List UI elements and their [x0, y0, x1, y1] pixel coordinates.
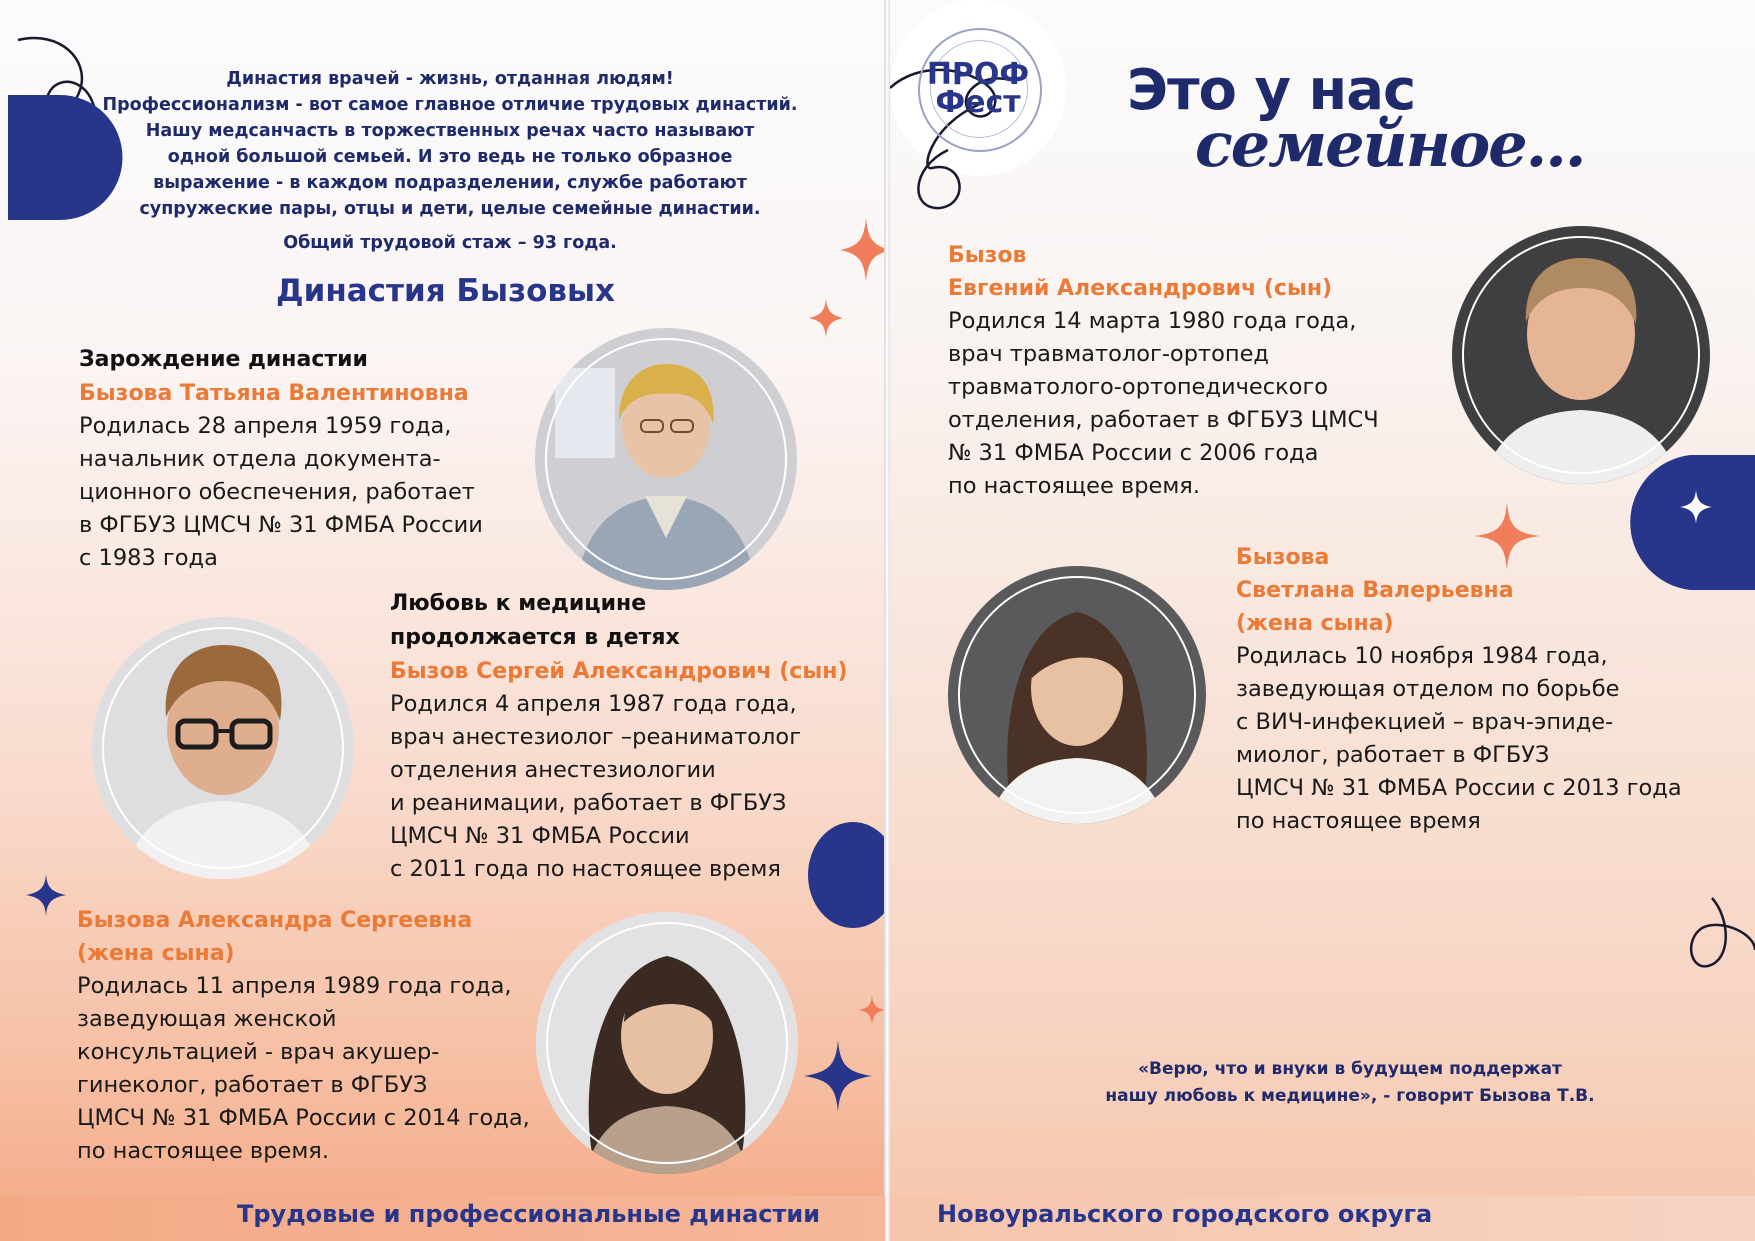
daughter-svetlana-surname: Бызова	[1236, 545, 1330, 570]
son-sergey-name: Бызов Сергей Александрович (сын)	[390, 659, 848, 684]
daughter-svetlana-name: Светлана Валерьевна	[1236, 578, 1514, 603]
intro-text	[70, 66, 830, 256]
founder-bio: Родилась 28 апреля 1959 года, начальник отдела документа- ционного обеспечения, работает в ФГБУЗ ЦМСЧ № 31 ФМБА России с 1983 года	[79, 413, 483, 571]
page-title: Это у нас	[1127, 58, 1416, 123]
son-sergey-photo	[92, 617, 354, 879]
footer-right-text: Новоуральского городского округа	[937, 1200, 1433, 1228]
daughter-svetlana-block	[1236, 541, 1736, 838]
daughter-svetlana-bio: Родилась 10 ноября 1984 года, заведующая отделом по борьбе с ВИЧ-инфекцией – врач-эпиде- миолог, работает в ФГБУЗ ЦМСЧ № 31 ФМБА России с 2013 года по настоящее время	[1236, 643, 1682, 834]
star-icon	[26, 874, 66, 916]
son-heading: продолжается в детях	[390, 625, 680, 650]
son-evgeny-photo	[1452, 226, 1710, 484]
intro-line: выражение - в каждом подразделении, службе работают	[153, 173, 747, 193]
founder-block	[79, 343, 549, 575]
dynasty-title: Династия Бызовых	[276, 273, 616, 309]
founder-name: Бызова Татьяна Валентиновна	[79, 381, 469, 406]
intro-line: Нашу медсанчасть в торжественных речах часто называют	[145, 121, 755, 141]
daughter-alexandra-bio: Родилась 11 апреля 1989 года года, заведующая женской консультацией - врач акушер- гинеколог, работает в ФГБУЗ ЦМСЧ № 31 ФМБА России с 2014 года, по настоящее время.	[77, 973, 530, 1164]
son-evgeny-bio: Родился 14 марта 1980 года года, врач травматолог-ортопед травматолого-ортопедического отделения, работает в ФГБУЗ ЦМСЧ № 31 ФМБА России с 2006 года по настоящее время.	[948, 308, 1379, 499]
star-icon	[840, 218, 885, 282]
daughter-svetlana-photo	[948, 566, 1206, 824]
footer-left-text: Трудовые и профессиональные династии	[237, 1200, 821, 1228]
swirl-line-icon	[1691, 898, 1755, 966]
page-title-script: семейное...	[1195, 108, 1585, 181]
logo-text: ПРОФ	[926, 57, 1030, 92]
star-icon	[804, 1040, 872, 1112]
daughter-alexandra-photo	[536, 912, 798, 1174]
quote-line: нашу любовь к медицине», - говорит Бызова Т.В.	[1105, 1086, 1595, 1106]
star-icon	[809, 298, 843, 338]
son-sergey-block	[390, 587, 870, 886]
intro-line: Династия врачей - жизнь, отданная людям!	[226, 69, 674, 89]
founder-photo	[535, 328, 797, 590]
intro-line: Профессионализм - вот самое главное отличие трудовых династий.	[102, 95, 798, 115]
founder-heading: Зарождение династии	[79, 347, 368, 372]
quote	[1050, 1056, 1650, 1110]
daughter-alexandra-block	[77, 904, 597, 1168]
star-icon	[859, 995, 885, 1025]
son-evgeny-name: Евгений Александрович (сын)	[948, 276, 1333, 301]
quote-line: «Верю, что и внуки в будущем поддержат	[1138, 1059, 1562, 1079]
intro-line: супружеские пары, отцы и дети, целые семейные династии.	[139, 199, 761, 219]
son-evgeny-block	[948, 239, 1428, 503]
son-evgeny-surname: Бызов	[948, 243, 1027, 268]
logo-text: Фест	[935, 85, 1021, 120]
daughter-alexandra-relation: (жена сына)	[77, 941, 235, 966]
son-heading: Любовь к медицине	[390, 591, 647, 616]
total-experience: Общий трудовой стаж – 93 года.	[283, 233, 617, 253]
intro-line: одной большой семьей. И это ведь не только образное	[167, 147, 733, 167]
daughter-svetlana-relation: (жена сына)	[1236, 611, 1394, 636]
son-sergey-bio: Родился 4 апреля 1987 года года, врач анестезиолог –реаниматолог отделения анестезиологии и реанимации, работает в ФГБУЗ ЦМСЧ № 31 ФМБА России с 2011 года по настоящее время	[390, 691, 802, 882]
daughter-alexandra-name: Бызова Александра Сергеевна	[77, 908, 473, 933]
